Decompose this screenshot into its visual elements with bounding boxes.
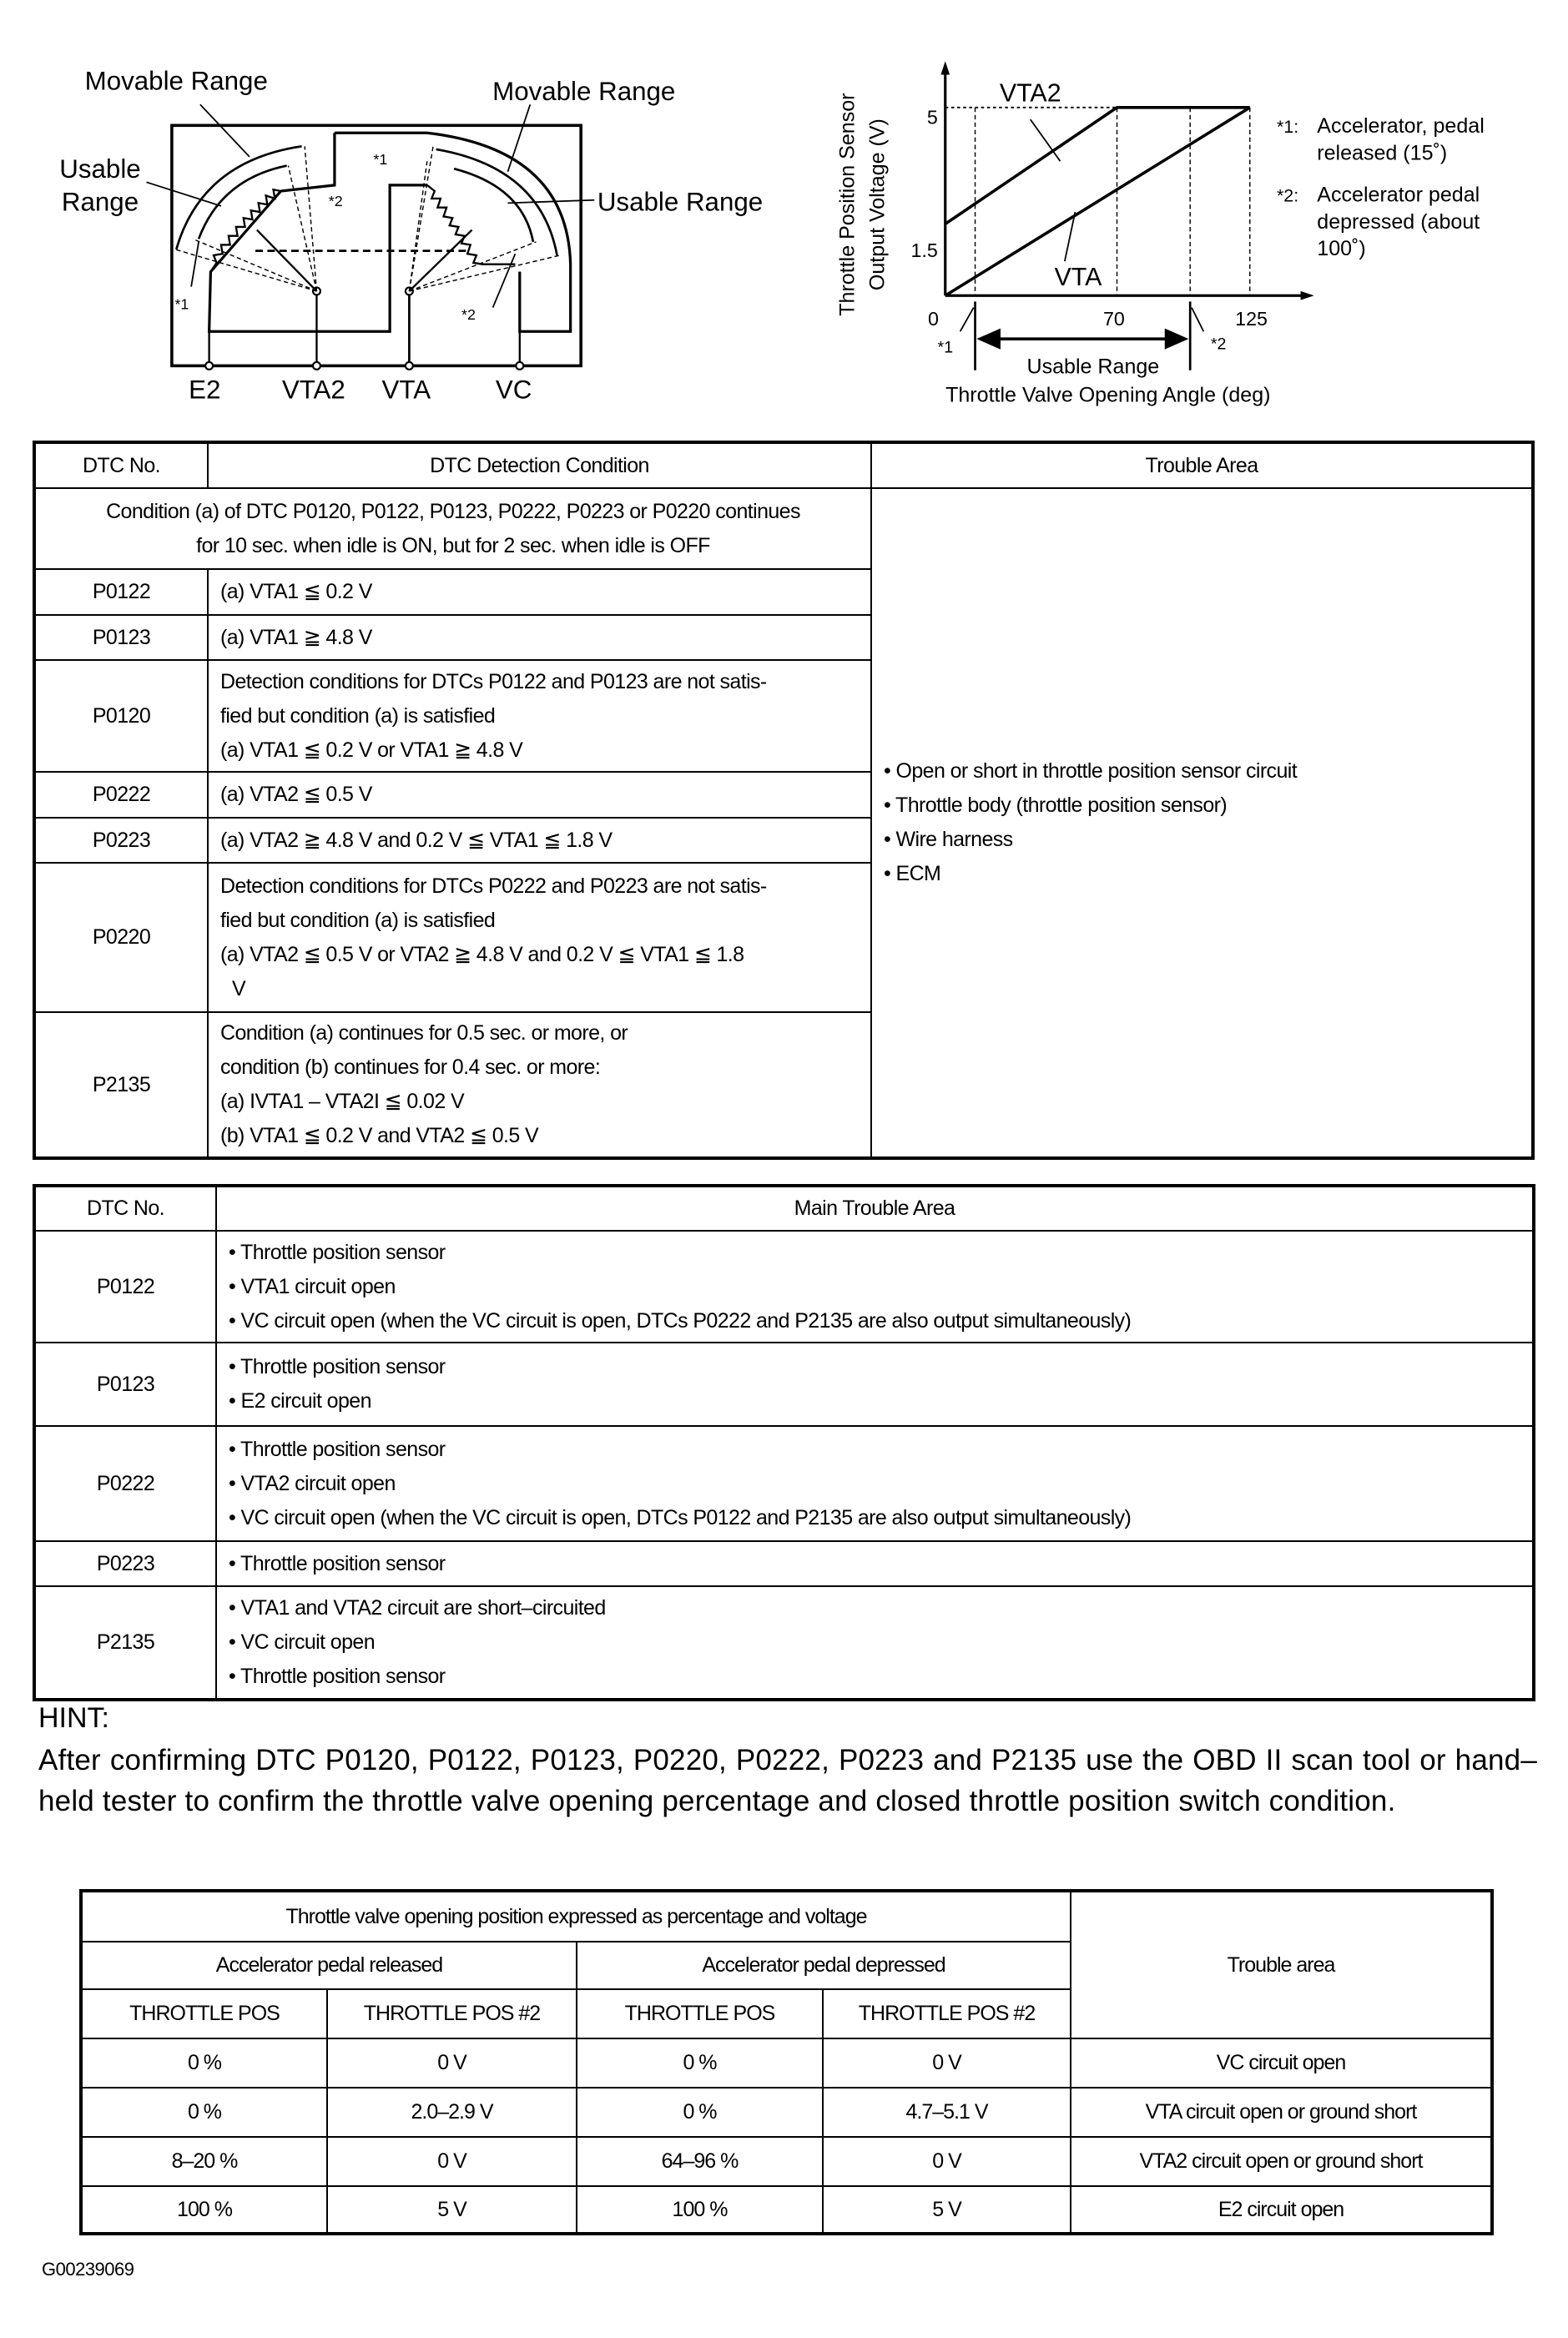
header-dtc-no: DTC No. [34,1186,216,1231]
header-dtc-no: DTC No. [34,442,208,488]
dtc-code: P0123 [34,1343,216,1426]
trouble-area-item: • Open or short in throttle position sensor circuit [884,759,1298,783]
trouble-item: • VC circuit open [229,1630,376,1654]
condition-line: Detection conditions for DTCs P0222 and P0223 are not satis- [220,874,767,898]
vta-resistor [427,185,516,265]
header-pedal-depressed: Accelerator pedal depressed [577,1942,1071,1989]
condition-line: Detection conditions for DTCs P0122 and P0123 are not satis- [220,669,767,693]
dtc-code: P2135 [34,1012,208,1158]
usable-range-arc-right [454,169,533,242]
x-axis-label: Throttle Valve Opening Angle (deg) [945,383,1271,407]
graph-star2: *2 [1210,335,1227,354]
dtc-code: P2135 [34,1586,216,1700]
movable-range-left-label: Movable Range [84,66,268,96]
condition [208,772,871,818]
condition-line: (a) VTA1 ≦ 0.2 V or VTA1 ≧ 4.8 V [220,738,523,762]
star2-label-right: *2 [461,305,476,323]
condition-line: fied but condition (a) is satisfied [220,703,496,728]
cell: 4.7–5.1 V [823,2088,1071,2137]
subheader-throttle-pos: THROTTLE POS [81,1989,327,2038]
dtc-code: P0122 [34,569,208,615]
general-condition [34,488,871,569]
table-row [34,1426,1534,1541]
table-row [81,2186,1492,2234]
note1-line2: released (15˚) [1317,141,1448,165]
trouble-area-item: • Wire harness [884,828,1013,851]
cell: 0 V [823,2137,1071,2186]
condition-line: fied but condition (a) is satisfied [220,908,496,932]
throttle-position-table [79,1889,1494,2235]
cell: 0 V [327,2038,577,2088]
trouble-item: • VC circuit open (when the VC circuit is open, DTCs P0122 and P2135 are also output simultaneously) [229,1505,1132,1529]
condition [208,615,871,660]
trouble-item: • Throttle position sensor [229,1665,446,1688]
condition-line: (a) IVTA1 – VTA2I ≦ 0.02 V [220,1090,465,1113]
cell: VTA circuit open or ground short [1071,2088,1492,2137]
cell: 5 V [823,2186,1071,2234]
cell: 100 % [81,2186,327,2234]
cell: 0 % [577,2088,823,2137]
cell: 100 % [577,2186,823,2234]
condition-line: V [232,976,246,1000]
vta2-line [945,108,1250,224]
header-detection-condition: DTC Detection Condition [208,442,871,488]
dtc-code: P0123 [34,615,208,660]
trouble-area-item: • Throttle body (throttle position sensor) [884,794,1228,817]
condition [208,818,871,863]
trouble-item: • VTA2 circuit open [229,1471,396,1495]
trouble-items [216,1231,1534,1343]
cell: 0 V [327,2137,577,2186]
header-main-trouble-area: Main Trouble Area [216,1186,1534,1231]
terminal-vta2: VTA2 [281,375,345,405]
terminal-e2: E2 [189,375,221,405]
trouble-items [216,1426,1534,1541]
dtc-code: P0220 [34,863,208,1012]
cell: 8–20 % [81,2137,327,2186]
trouble-item: • E2 circuit open [229,1389,371,1413]
table-row [81,2137,1492,2186]
y-axis-label-2: Output Voltage (V) [865,118,890,291]
y-tick-1-5: 1.5 [910,239,938,261]
trouble-item: • Throttle position sensor [229,1551,446,1575]
cell: E2 circuit open [1071,2186,1492,2234]
trouble-items [216,1586,1534,1700]
condition-line: for 10 sec. when idle is ON, but for 2 sec. when idle is OFF [196,533,710,557]
condition-line: condition (b) continues for 0.4 sec. or more: [220,1056,601,1079]
condition-line: Condition (a) of DTC P0120, P0122, P0123, P0222, P0223 or P0220 continues [106,499,800,523]
dtc-code: P0222 [34,772,208,818]
sensor-diagrams [0,0,1568,418]
main-trouble-area-table [33,1184,1535,1701]
dtc-code: P0223 [34,1541,216,1586]
star1-label: *1 [174,295,189,313]
dtc-code: P0120 [34,660,208,772]
x-tick-125: 125 [1235,308,1268,330]
vta2-series-label: VTA2 [999,78,1061,108]
condition [208,569,871,615]
table-row [81,2038,1492,2088]
trouble-area-item: • ECM [884,862,941,885]
tps-circuit-diagram [146,104,594,370]
usable-range-right-label: Usable Range [597,187,764,217]
terminal-vta: VTA [381,375,431,405]
condition-line: (a) VTA2 ≧ 4.8 V and 0.2 V ≦ VTA1 ≦ 1.8 V [220,828,613,852]
cell: VTA2 circuit open or ground short [1071,2137,1492,2186]
trouble-items [216,1343,1534,1426]
figure-id: G00239069 [42,2259,134,2280]
cell: 0 % [577,2038,823,2088]
trouble-item: • Throttle position sensor [229,1355,446,1378]
terminal-vc: VC [495,375,532,405]
dtc-code: P0223 [34,818,208,863]
y-axis-label-1: Throttle Position Sensor [835,93,860,316]
note1-line1: Accelerator, pedal [1317,114,1485,139]
header-pedal-released: Accelerator pedal released [81,1942,577,1989]
cell: 0 % [81,2038,327,2088]
note1-mark: *1: [1276,117,1299,138]
vta-series-label: VTA [1054,262,1102,291]
trouble-area-cell [871,488,1533,1158]
star2-label: *2 [328,192,343,209]
trouble-item: • VC circuit open (when the VC circuit is open, DTCs P0222 and P2135 are also output simultaneously) [229,1308,1132,1333]
subheader-throttle-pos-2: THROTTLE POS #2 [327,1989,577,2038]
star1-label-right: *1 [373,150,388,168]
movable-range-right-label: Movable Range [492,76,676,106]
subheader-throttle-pos-2: THROTTLE POS #2 [823,1989,1071,2038]
header-trouble-area: Trouble area [1071,1891,1492,2038]
dtc-code: P0122 [34,1231,216,1343]
usable-range-left-label-2: Range [61,187,139,217]
usable-range-left-label-1: Usable [59,154,141,184]
usable-range-label: Usable Range [1026,355,1160,379]
cell: 0 V [823,2038,1071,2088]
header-trouble-area: Trouble Area [871,442,1533,488]
trouble-item: • VTA1 circuit open [229,1274,396,1298]
hint-title: HINT: [38,1702,109,1734]
diagram-labels [59,66,763,404]
cell: 5 V [327,2186,577,2234]
cell: 2.0–2.9 V [327,2088,577,2137]
condition-line: (a) VTA2 ≦ 0.5 V [220,783,372,806]
condition-line: (a) VTA2 ≦ 0.5 V or VTA2 ≧ 4.8 V and 0.2 V ≦ VTA1 ≦ 1.8 [220,942,744,966]
condition-line: Condition (a) continues for 0.5 sec. or more, or [220,1021,628,1045]
note2-line1: Accelerator pedal [1317,183,1480,207]
table-row [34,1231,1534,1343]
note2-line3: 100˚) [1317,236,1366,260]
trouble-items [216,1541,1534,1586]
trouble-item: • VTA1 and VTA2 circuit are short–circuited [229,1596,606,1620]
cell: 0 % [81,2088,327,2137]
dtc-detection-table [33,441,1535,1160]
table-title: Throttle valve opening position expressed as percentage and voltage [81,1891,1071,1942]
trouble-item: • Throttle position sensor [229,1240,446,1264]
x-tick-70: 70 [1102,308,1125,330]
y-tick-5: 5 [926,106,938,128]
table-row [34,1586,1534,1700]
condition-line: (a) VTA1 ≧ 4.8 V [220,625,372,649]
cell: VC circuit open [1071,2038,1492,2088]
condition-line: (a) VTA1 ≦ 0.2 V [220,580,372,603]
condition-line: (b) VTA1 ≦ 0.2 V and VTA2 ≦ 0.5 V [220,1124,539,1147]
note2-mark: *2: [1276,185,1299,206]
x-tick-0: 0 [927,308,939,330]
cell: 64–96 % [577,2137,823,2186]
graph-star1: *1 [937,338,954,357]
note2-line2: depressed (about [1317,209,1480,234]
condition [208,1012,871,1158]
output-voltage-graph [836,61,1485,406]
condition [208,863,871,1012]
dtc-code: P0222 [34,1426,216,1541]
condition [208,660,871,772]
table-row [34,1541,1534,1586]
table-row [34,1343,1534,1426]
trouble-item: • Throttle position sensor [229,1437,446,1461]
subheader-throttle-pos: THROTTLE POS [577,1989,823,2038]
hint-text: After confirming DTC P0120, P0122, P0123, P0220, P0222, P0223 and P2135 use the OBD II scan tool or hand–held tester to confirm the throttle valve opening percentage and closed throttle position switch condition. [38,1744,1537,1817]
table-row [81,2088,1492,2137]
